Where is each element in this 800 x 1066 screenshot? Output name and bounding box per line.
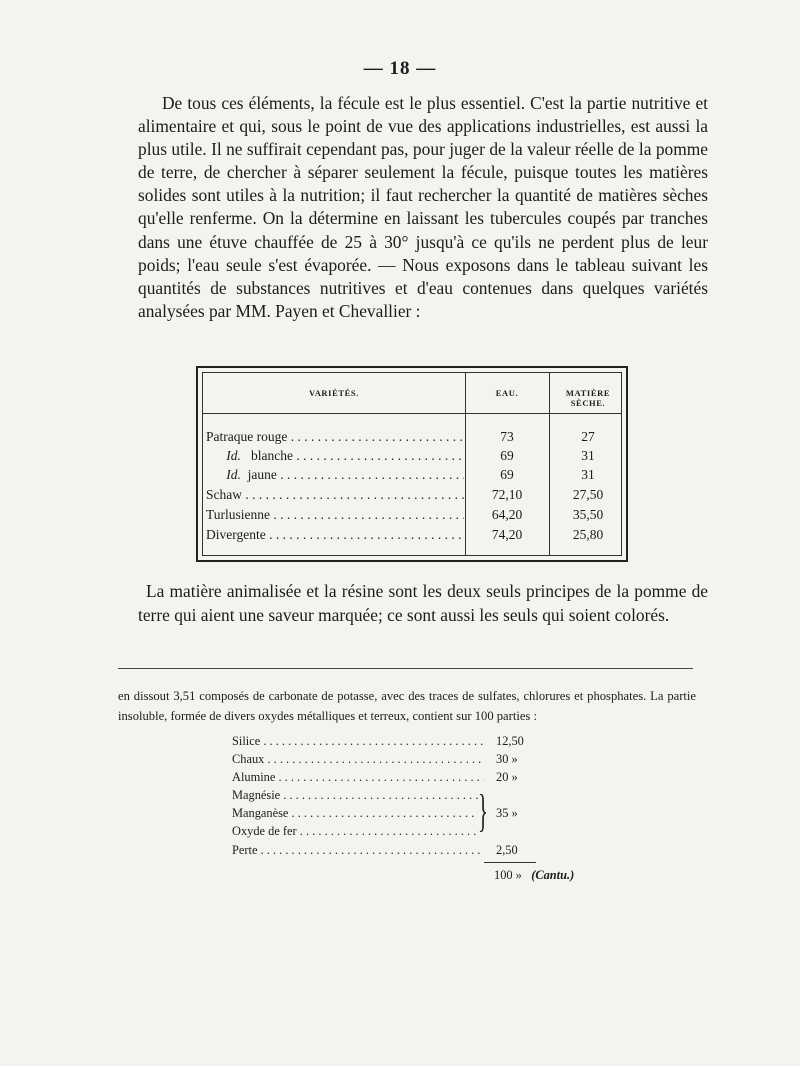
component-name: Chaux . . . [232, 752, 484, 767]
variety-name: Schaw . . . [206, 487, 464, 503]
component-value: 30 » [496, 752, 518, 766]
intro-text: De tous ces éléments, la fécule est le plus essentiel. C'est la partie nutritive et alimentaire et qui, sous le point de vue des applications industrielles, est aussi la plus utile. Il ne suffirait cependant pas, pour juger de la valeur réelle de la pomme de terre, de chercher à séparer seulement la fécule, puisque toutes les matières solides sont utiles à la nutrition; il faut rechercher la quantité de matières sèches qu'elle renferme. On la détermine en laissant les tubercules coupés par tranches dans une étuve chauffée de 25 à 30° jusqu'à ce qu'ils ne perdent plus de leur poids; l'eau seule s'est évaporée. — Nous exposons dans le tableau suivant les quantités de substances nutritives et d'eau contenues dans quelques variétés analysées par MM. Payen et Chevallier : [138, 93, 708, 321]
table-row [203, 487, 621, 504]
after-text: La matière animalisée et la résine sont les deux seuls principes de la pomme de terre qui aient une saveur marquée; ce sont aussi les seuls qui soient colorés. [138, 581, 708, 625]
header-varietes: VARIÉTÉS. [309, 388, 359, 398]
matiere-value: 35,50 [572, 507, 604, 522]
matiere-value: 31 [581, 448, 595, 463]
component-name: Alumine . . . [232, 770, 484, 785]
citation: (Cantu.) [531, 868, 575, 882]
after-paragraph [138, 580, 708, 627]
header-eau: EAU. [495, 388, 519, 398]
eau-value: 69 [500, 467, 514, 482]
footnote [118, 686, 696, 726]
component-name: Perte . . . [232, 843, 484, 858]
header-matiere-seche: MATIÈRE SÈCHE. [565, 388, 611, 408]
table-row [203, 467, 621, 484]
header-divider [203, 413, 621, 414]
matiere-value: 27 [581, 429, 595, 444]
variety-name: Divergente . . . [206, 527, 464, 543]
footnote-rule [118, 668, 693, 669]
component-name: Silice . . . [232, 734, 484, 749]
table-row [203, 507, 621, 524]
eau-value: 64,20 [491, 507, 523, 522]
variety-name: Patraque rouge . . . [206, 429, 464, 445]
component-value: 35 » [496, 806, 518, 820]
brace-icon: } [478, 785, 488, 836]
variety-name: Id. blanche . . . [206, 448, 464, 464]
intro-paragraph [138, 92, 708, 323]
total-value: 100 » [494, 868, 522, 882]
table-frame [202, 372, 622, 556]
variety-name: Turlusienne . . . [206, 507, 464, 523]
component-value: 12,50 [496, 734, 524, 748]
table-row [203, 527, 621, 544]
eau-value: 69 [500, 448, 514, 463]
component-value: 20 » [496, 770, 518, 784]
eau-value: 73 [500, 429, 514, 444]
matiere-value: 31 [581, 467, 595, 482]
footnote-text: en dissout 3,51 composés de carbonate de potasse, avec des traces de sulfates, chlorures et phosphates. La partie insoluble, formée de divers oxydes métalliques et terreux, contient sur 100 parties : [118, 689, 696, 723]
eau-value: 72,10 [491, 487, 523, 502]
variety-name: Id. jaune . . . [206, 467, 464, 483]
matiere-value: 25,80 [572, 527, 604, 542]
matiere-value: 27,50 [572, 487, 604, 502]
varieties-table [196, 366, 628, 562]
page-number: — 18 — [363, 58, 437, 79]
table-row [203, 448, 621, 465]
component-name: Oxyde de fer . . . [232, 824, 478, 839]
component-value: 2,50 [496, 843, 518, 857]
eau-value: 74,20 [491, 527, 523, 542]
composition-total [494, 868, 574, 883]
component-name: Manganèse . . . [232, 806, 478, 821]
table-row [203, 429, 621, 446]
total-rule [484, 862, 536, 863]
component-name: Magnésie . . . [232, 788, 478, 803]
